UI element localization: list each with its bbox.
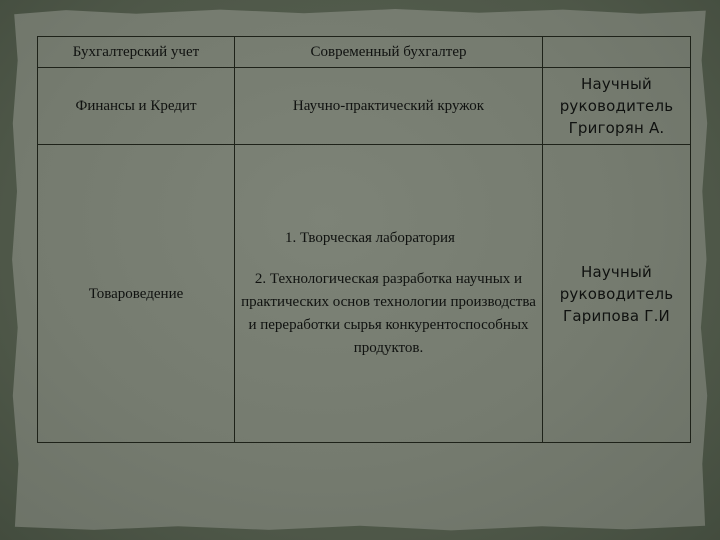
table-row [38, 37, 691, 68]
table-cell: Финансы и Кредит [38, 68, 235, 145]
table-cell: Научный руководитель Григорян А. [543, 68, 691, 145]
table-row [38, 68, 691, 145]
table-cell: Товароведение [38, 145, 235, 443]
table-cell: Бухгалтерский учет [38, 37, 235, 68]
lab-cell [235, 145, 543, 443]
lab-title: 1. Творческая лаборатория [285, 230, 455, 246]
table-cell: Научный руководитель Гарипова Г.И [543, 145, 691, 443]
lab-description: 2. Технологическая разработка научных и практических основ технологии производства и переработки сырья конкурентоспособных продуктов. [241, 271, 536, 356]
clubs-table [37, 36, 691, 443]
table-cell: Научно-практический кружок [235, 68, 543, 145]
table-row [38, 145, 691, 443]
table-cell: Современный бухгалтер [235, 37, 543, 68]
table-cell [543, 37, 691, 68]
